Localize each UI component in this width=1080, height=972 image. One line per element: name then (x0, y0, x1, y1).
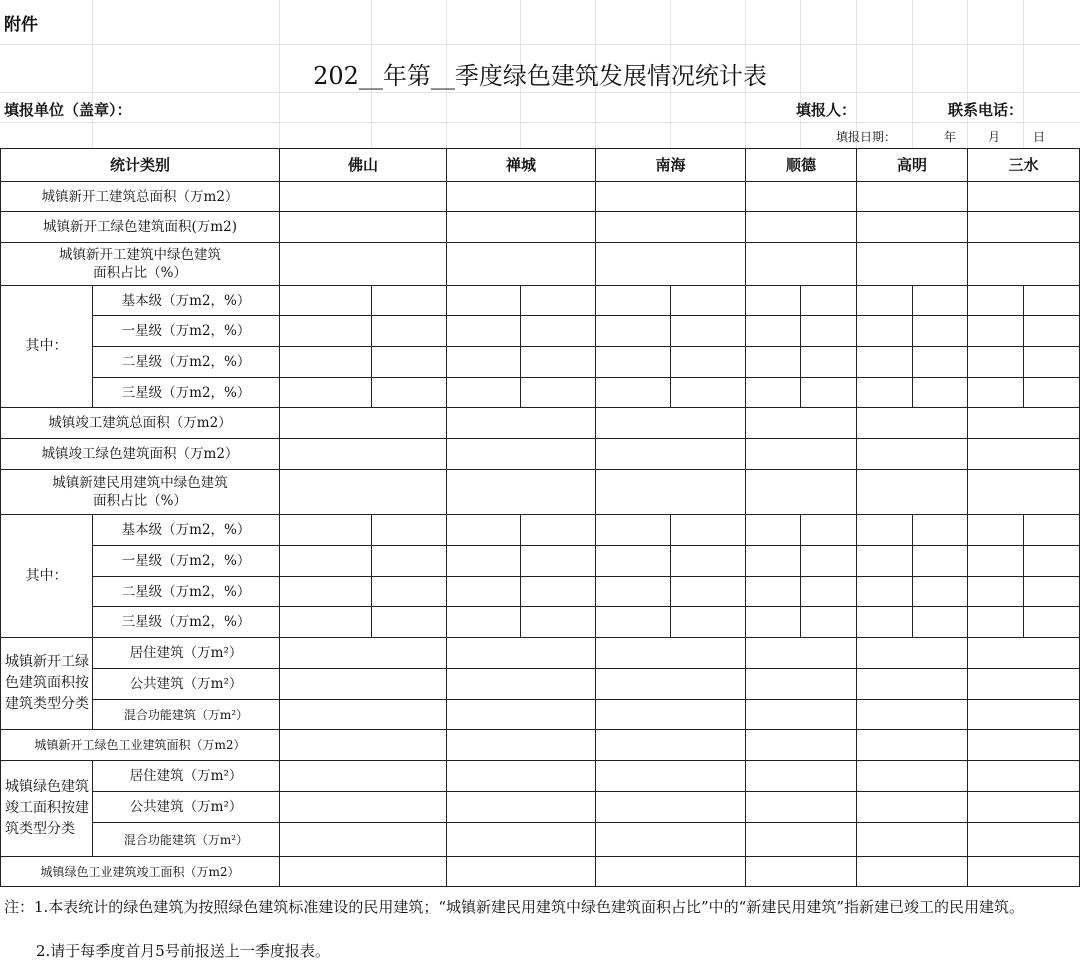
data-cell[interactable] (801, 577, 857, 607)
sub-row-label: 居住建筑（万m²） (93, 638, 280, 669)
data-cell[interactable] (447, 439, 596, 470)
sub-row-label: 混合功能建筑（万m²） (93, 823, 280, 857)
data-cell[interactable] (968, 577, 1024, 607)
data-cell[interactable] (968, 182, 1080, 212)
data-cell[interactable] (521, 515, 596, 546)
month-label: 月 (988, 130, 1001, 144)
date-label: 填报日期： (836, 130, 897, 144)
data-cell[interactable] (857, 286, 913, 316)
data-cell[interactable] (447, 347, 521, 378)
data-cell[interactable] (447, 243, 596, 286)
data-cell[interactable] (968, 761, 1080, 792)
data-cell[interactable] (671, 347, 746, 378)
data-cell[interactable] (801, 607, 857, 638)
row-label (1, 470, 280, 515)
table-row (1, 700, 1080, 730)
data-cell[interactable] (280, 607, 372, 638)
district-header-gaoming: 高明 (857, 149, 968, 182)
data-cell[interactable] (280, 730, 447, 761)
data-cell[interactable] (857, 316, 913, 347)
data-cell[interactable] (1024, 577, 1080, 607)
data-cell[interactable] (447, 286, 521, 316)
data-cell[interactable] (857, 730, 968, 761)
table-row (1, 212, 1080, 243)
data-cell[interactable] (596, 792, 746, 823)
data-cell[interactable] (857, 515, 913, 546)
data-cell[interactable] (521, 286, 596, 316)
table-row (1, 857, 1080, 887)
data-cell[interactable] (280, 515, 372, 546)
group-label: 城镇绿色建筑竣工面积按建筑类型分类 (1, 761, 93, 857)
data-cell[interactable] (746, 515, 801, 546)
row-label-line1: 城镇新开工建筑中绿色建筑 (59, 247, 221, 263)
row-label: 城镇新开工绿色建筑面积(万m2) (1, 212, 280, 243)
data-cell[interactable] (1024, 515, 1080, 546)
table-row (1, 347, 1080, 378)
data-cell[interactable] (968, 638, 1080, 669)
data-cell[interactable] (913, 546, 968, 577)
data-cell[interactable] (801, 378, 857, 408)
data-cell[interactable] (596, 669, 746, 700)
data-cell[interactable] (596, 700, 746, 730)
data-cell[interactable] (857, 408, 968, 439)
data-cell[interactable] (746, 243, 857, 286)
data-cell[interactable] (372, 347, 447, 378)
data-cell[interactable] (857, 700, 968, 730)
data-cell[interactable] (521, 316, 596, 347)
data-cell[interactable] (801, 347, 857, 378)
data-cell[interactable] (447, 470, 596, 515)
data-cell[interactable] (746, 470, 857, 515)
table-row (1, 182, 1080, 212)
data-cell[interactable] (968, 470, 1080, 515)
data-cell[interactable] (1024, 607, 1080, 638)
data-cell[interactable] (280, 577, 372, 607)
table-row (1, 792, 1080, 823)
district-header-shunde: 顺德 (746, 149, 857, 182)
data-cell[interactable] (746, 607, 801, 638)
data-cell[interactable] (372, 286, 447, 316)
table-row (1, 316, 1080, 347)
data-cell[interactable] (1024, 546, 1080, 577)
data-cell[interactable] (746, 857, 857, 887)
data-cell[interactable] (1024, 286, 1080, 316)
data-cell[interactable] (447, 546, 521, 577)
data-cell[interactable] (372, 515, 447, 546)
data-cell[interactable] (596, 316, 671, 347)
data-cell[interactable] (968, 408, 1080, 439)
sub-row-label: 基本级（万m2，%） (93, 515, 280, 546)
sub-row-label: 混合功能建筑（万m²） (93, 700, 280, 730)
data-cell[interactable] (447, 761, 596, 792)
district-header-chancheng: 禅城 (447, 149, 596, 182)
data-cell[interactable] (521, 607, 596, 638)
data-cell[interactable] (913, 515, 968, 546)
data-cell[interactable] (913, 607, 968, 638)
data-cell[interactable] (280, 316, 372, 347)
data-cell[interactable] (968, 515, 1024, 546)
data-cell[interactable] (447, 669, 596, 700)
data-cell[interactable] (968, 730, 1080, 761)
data-cell[interactable] (968, 316, 1024, 347)
data-cell[interactable] (746, 439, 857, 470)
data-cell[interactable] (857, 823, 968, 857)
data-cell[interactable] (746, 792, 857, 823)
data-cell[interactable] (857, 470, 968, 515)
data-cell[interactable] (372, 607, 447, 638)
reporting-unit-label: 填报单位（盖章）： (4, 101, 132, 119)
data-cell[interactable] (857, 857, 968, 887)
data-cell[interactable] (671, 607, 746, 638)
table-row (1, 408, 1080, 439)
data-cell[interactable] (280, 286, 372, 316)
data-cell[interactable] (447, 515, 521, 546)
row-label (1, 243, 280, 286)
day-label: 日 (1033, 130, 1046, 144)
data-cell[interactable] (968, 857, 1080, 887)
data-cell[interactable] (521, 577, 596, 607)
data-cell[interactable] (968, 243, 1080, 286)
data-cell[interactable] (801, 316, 857, 347)
data-cell[interactable] (447, 607, 521, 638)
data-cell[interactable] (746, 577, 801, 607)
data-cell[interactable] (671, 378, 746, 408)
data-cell[interactable] (968, 212, 1080, 243)
data-cell[interactable] (596, 577, 671, 607)
data-cell[interactable] (968, 700, 1080, 730)
data-cell[interactable] (596, 182, 746, 212)
district-header-foshan: 佛山 (280, 149, 447, 182)
row-label-line2: 面积占比（%） (93, 493, 187, 509)
data-cell[interactable] (372, 577, 447, 607)
data-cell[interactable] (372, 378, 447, 408)
sub-row-label: 公共建筑（万m²） (93, 792, 280, 823)
data-cell[interactable] (596, 546, 671, 577)
data-cell[interactable] (913, 347, 968, 378)
data-cell[interactable] (280, 347, 372, 378)
sub-row-label: 一星级（万m2，%） (93, 546, 280, 577)
data-cell[interactable] (671, 577, 746, 607)
row-label-line2: 面积占比（%） (93, 265, 187, 281)
data-cell[interactable] (746, 700, 857, 730)
data-cell[interactable] (857, 182, 968, 212)
sub-row-label: 一星级（万m2，%） (93, 316, 280, 347)
data-cell[interactable] (913, 316, 968, 347)
data-cell[interactable] (372, 546, 447, 577)
data-cell[interactable] (746, 408, 857, 439)
data-cell[interactable] (857, 607, 913, 638)
data-cell[interactable] (968, 347, 1024, 378)
data-cell[interactable] (801, 515, 857, 546)
data-cell[interactable] (596, 823, 746, 857)
sub-row-label: 三星级（万m2，%） (93, 607, 280, 638)
data-cell[interactable] (596, 470, 746, 515)
table-row (1, 546, 1080, 577)
table-row (1, 378, 1080, 408)
data-cell[interactable] (913, 286, 968, 316)
table-row (1, 823, 1080, 857)
row-label: 城镇新开工建筑总面积（万m2） (1, 182, 280, 212)
table-row (1, 515, 1080, 546)
data-cell[interactable] (671, 316, 746, 347)
footnote-1: 注：1.本表统计的绿色建筑为按照绿色建筑标准建设的民用建筑；“城镇新建民用建筑中绿色建筑面积占比”中的“新建民用建筑”指新建已竣工的民用建筑。 (4, 898, 1024, 916)
data-cell[interactable] (746, 638, 857, 669)
sub-row-label: 公共建筑（万m²） (93, 669, 280, 700)
data-cell[interactable] (746, 316, 801, 347)
data-cell[interactable] (447, 408, 596, 439)
sub-row-label: 居住建筑（万m²） (93, 761, 280, 792)
data-cell[interactable] (968, 823, 1080, 857)
page-title: 202__年第__季度绿色建筑发展情况统计表 (313, 62, 767, 90)
data-cell[interactable] (857, 792, 968, 823)
annex-label: 附件 (4, 15, 38, 35)
data-cell[interactable] (857, 669, 968, 700)
data-cell[interactable] (596, 857, 746, 887)
data-cell[interactable] (596, 408, 746, 439)
data-cell[interactable] (801, 546, 857, 577)
data-cell[interactable] (968, 669, 1080, 700)
table-row (1, 470, 1080, 515)
sub-row-label: 二星级（万m2，%） (93, 347, 280, 378)
data-cell[interactable] (280, 439, 447, 470)
district-header-sanshui: 三水 (968, 149, 1080, 182)
category-header: 统计类别 (1, 149, 280, 182)
data-cell[interactable] (968, 792, 1080, 823)
data-cell[interactable] (280, 761, 447, 792)
data-cell[interactable] (746, 347, 801, 378)
data-cell[interactable] (280, 638, 447, 669)
data-cell[interactable] (280, 669, 447, 700)
phone-label: 联系电话： (948, 101, 1024, 119)
data-cell[interactable] (857, 439, 968, 470)
sub-row-label: 基本级（万m2，%） (93, 286, 280, 316)
year-label: 年 (944, 130, 957, 144)
data-cell[interactable] (1024, 347, 1080, 378)
data-cell[interactable] (671, 515, 746, 546)
data-cell[interactable] (857, 243, 968, 286)
data-cell[interactable] (746, 182, 857, 212)
data-cell[interactable] (447, 792, 596, 823)
statistics-table (0, 148, 1080, 887)
data-cell[interactable] (968, 286, 1024, 316)
data-cell[interactable] (596, 347, 671, 378)
data-cell[interactable] (596, 286, 671, 316)
data-cell[interactable] (671, 546, 746, 577)
data-cell[interactable] (596, 243, 746, 286)
data-cell[interactable] (746, 823, 857, 857)
data-cell[interactable] (280, 378, 372, 408)
data-cell[interactable] (447, 638, 596, 669)
data-cell[interactable] (857, 761, 968, 792)
data-cell[interactable] (968, 439, 1080, 470)
table-row (1, 607, 1080, 638)
data-cell[interactable] (447, 730, 596, 761)
data-cell[interactable] (968, 546, 1024, 577)
data-cell[interactable] (596, 439, 746, 470)
table-row (1, 577, 1080, 607)
data-cell[interactable] (746, 378, 801, 408)
data-cell[interactable] (746, 286, 801, 316)
data-cell[interactable] (857, 577, 913, 607)
data-cell[interactable] (521, 378, 596, 408)
data-cell[interactable] (447, 378, 521, 408)
data-cell[interactable] (746, 669, 857, 700)
data-cell[interactable] (447, 823, 596, 857)
data-cell[interactable] (280, 823, 447, 857)
data-cell[interactable] (280, 243, 447, 286)
data-cell[interactable] (280, 546, 372, 577)
data-cell[interactable] (596, 638, 746, 669)
row-label: 城镇竣工绿色建筑面积（万m2） (1, 439, 280, 470)
data-cell[interactable] (447, 577, 521, 607)
data-cell[interactable] (801, 286, 857, 316)
data-cell[interactable] (447, 700, 596, 730)
row-label: 城镇竣工建筑总面积（万m2） (1, 408, 280, 439)
table-row (1, 669, 1080, 700)
data-cell[interactable] (913, 577, 968, 607)
data-cell[interactable] (857, 546, 913, 577)
data-cell[interactable] (746, 730, 857, 761)
data-cell[interactable] (447, 212, 596, 243)
data-cell[interactable] (447, 316, 521, 347)
data-cell[interactable] (596, 761, 746, 792)
data-cell[interactable] (857, 638, 968, 669)
data-cell[interactable] (671, 286, 746, 316)
sub-row-label: 二星级（万m2，%） (93, 577, 280, 607)
data-cell[interactable] (968, 378, 1024, 408)
table-row (1, 638, 1080, 669)
table-row (1, 439, 1080, 470)
data-cell[interactable] (857, 347, 913, 378)
data-cell[interactable] (596, 212, 746, 243)
table-row (1, 243, 1080, 286)
data-cell[interactable] (280, 857, 447, 887)
data-cell[interactable] (372, 316, 447, 347)
data-cell[interactable] (857, 212, 968, 243)
data-cell[interactable] (280, 470, 447, 515)
data-cell[interactable] (280, 700, 447, 730)
filler-label: 填报人： (796, 101, 857, 119)
table-row (1, 730, 1080, 761)
data-cell[interactable] (280, 212, 447, 243)
data-cell[interactable] (280, 408, 447, 439)
district-header-nanhai: 南海 (596, 149, 746, 182)
data-cell[interactable] (857, 378, 913, 408)
data-cell[interactable] (447, 857, 596, 887)
group-label: 其中： (1, 286, 93, 408)
data-cell[interactable] (746, 546, 801, 577)
data-cell[interactable] (968, 607, 1024, 638)
table-row (1, 761, 1080, 792)
data-cell[interactable] (596, 730, 746, 761)
data-cell[interactable] (746, 212, 857, 243)
data-cell[interactable] (1024, 378, 1080, 408)
table-row (1, 286, 1080, 316)
data-cell[interactable] (280, 182, 447, 212)
data-cell[interactable] (447, 182, 596, 212)
data-cell[interactable] (521, 347, 596, 378)
row-label: 城镇新开工绿色工业建筑面积（万m2） (1, 730, 280, 761)
data-cell[interactable] (280, 792, 447, 823)
group-label: 其中： (1, 515, 93, 638)
row-label-line1: 城镇新建民用建筑中绿色建筑 (52, 475, 228, 491)
data-cell[interactable] (746, 761, 857, 792)
data-cell[interactable] (913, 378, 968, 408)
row-label: 城镇绿色工业建筑竣工面积（万m2） (1, 857, 280, 887)
footnote-2: 2.请于每季度首月5号前报送上一季度报表。 (36, 942, 330, 960)
data-cell[interactable] (596, 515, 671, 546)
data-cell[interactable] (596, 378, 671, 408)
data-cell[interactable] (1024, 316, 1080, 347)
data-cell[interactable] (596, 607, 671, 638)
group-label: 城镇新开工绿色建筑面积按建筑类型分类 (1, 638, 93, 730)
sub-row-label: 三星级（万m2，%） (93, 378, 280, 408)
data-cell[interactable] (521, 546, 596, 577)
